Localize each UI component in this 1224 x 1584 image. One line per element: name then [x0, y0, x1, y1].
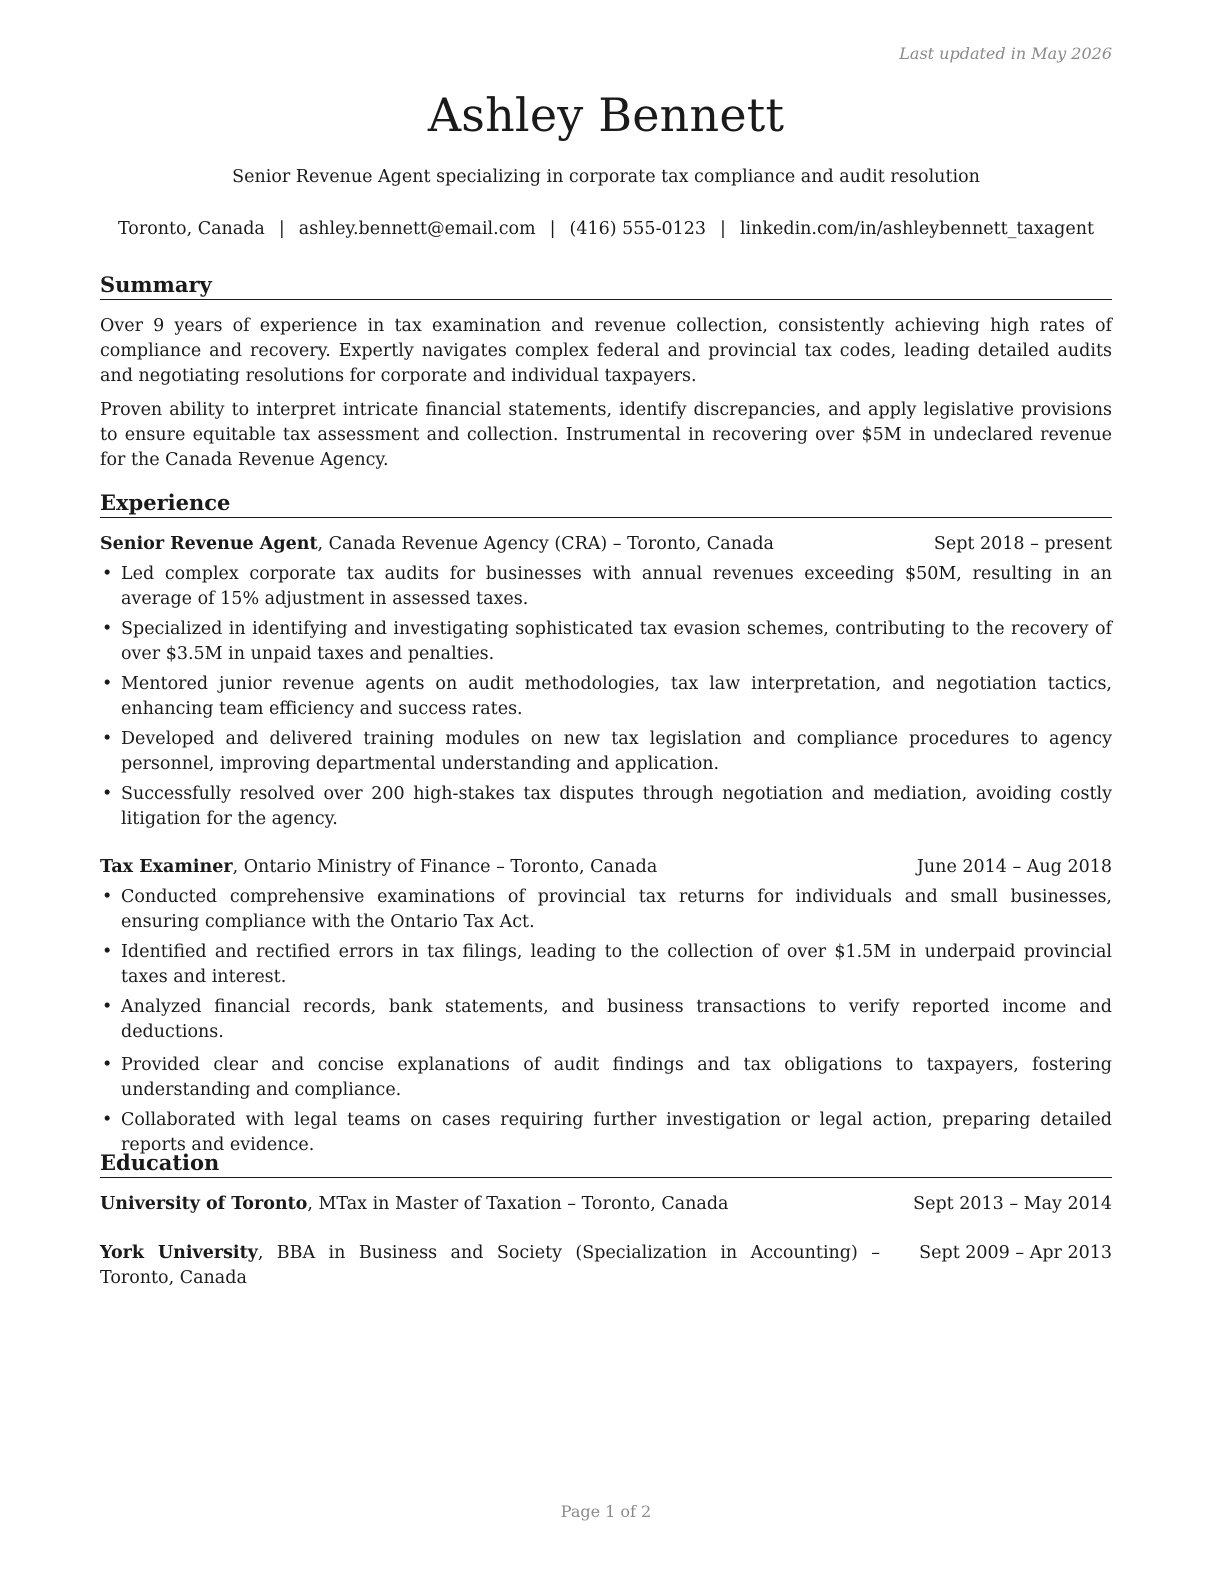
job-dates: Sept 2018 – present [933, 534, 1112, 554]
job-bullet: • Successfully resolved over 200 high-stakes tax disputes through negotiation and mediation, avoiding costly litigation for the agency. [100, 782, 1112, 832]
job-bullet-list [100, 562, 1112, 837]
candidate-name: Ashley Bennett [427, 88, 785, 142]
education-entry [100, 1241, 1112, 1291]
education-school: University of Toronto [100, 1194, 308, 1214]
contact-location: Toronto, Canada [117, 219, 265, 239]
job-bullet: • Provided clear and concise explanations of audit findings and tax obligations to taxpayers, fostering understanding and compliance. [100, 1053, 1112, 1103]
page-indicator: Page 1 of 2 [560, 1502, 652, 1521]
education-dates: Sept 2009 – Apr 2013 [919, 1243, 1112, 1263]
job-dates: June 2014 – Aug 2018 [916, 857, 1112, 877]
resume-page [100, 0, 1112, 1584]
contact-email[interactable]: ashley.bennett@email.com [298, 219, 536, 239]
contact-phone: (416) 555-0123 [569, 219, 707, 239]
job-bullet: • Conducted comprehensive examinations of provincial tax returns for individuals and small businesses, ensuring compliance with the Ontario Tax Act. [100, 885, 1112, 935]
job-bullet: • Collaborated with legal teams on cases requiring further investigation or legal action, preparing detailed reports and evidence. [100, 1108, 1112, 1158]
education-degree: , MTax in Master of Taxation – Toronto, Canada [307, 1194, 729, 1214]
job-header [100, 855, 1112, 880]
job-role: Tax Examiner [100, 857, 233, 877]
education-heading: Education [100, 1150, 1112, 1178]
job-header [100, 532, 1112, 557]
job-bullet: • Analyzed financial records, bank statements, and business transactions to verify reported income and deductions. [100, 995, 1112, 1045]
job-organization: , Canada Revenue Agency (CRA) – Toronto, Canada [317, 534, 774, 554]
education-title-line [100, 1192, 880, 1217]
contact-line [70, 219, 1142, 239]
education-degree: , BBA in Business and Society (Specialization in Accounting) – Toronto, Canada [100, 1243, 880, 1288]
contact-separator: | [278, 219, 285, 239]
summary-paragraph: Proven ability to interpret intricate financial statements, identify discrepancies, and apply legislative provisions to ensure equitable tax assessment and collection. Instrumental in recovering over $5M in undeclared revenue for the Canada Revenue Agency. [100, 400, 1112, 470]
last-updated-note: Last updated in May 2026 [899, 44, 1112, 63]
job-bullet: • Identified and rectified errors in tax filings, leading to the collection of over $1.5M in underpaid provincial taxes and interest. [100, 940, 1112, 990]
contact-separator: | [549, 219, 556, 239]
job-title-line [100, 532, 774, 557]
job-organization: , Ontario Ministry of Finance – Toronto, Canada [232, 857, 658, 877]
job-title-line [100, 855, 657, 880]
contact-linkedin[interactable]: linkedin.com/in/ashleybennett_taxagent [739, 219, 1095, 239]
job-bullet: • Mentored junior revenue agents on audit methodologies, tax law interpretation, and negotiation tactics, enhancing team efficiency and success rates. [100, 672, 1112, 722]
education-title-line [100, 1241, 880, 1291]
job-bullet: • Led complex corporate tax audits for businesses with annual revenues exceeding $50M, resulting in an average of 15% adjustment in assessed taxes. [100, 562, 1112, 612]
job-bullet: • Developed and delivered training modules on new tax legislation and compliance procedures to agency personnel, improving departmental understanding and application. [100, 727, 1112, 777]
job-bullet: • Specialized in identifying and investigating sophisticated tax evasion schemes, contributing to the recovery of over $3.5M in unpaid taxes and penalties. [100, 617, 1112, 667]
summary-heading: Summary [100, 272, 1112, 300]
education-dates: Sept 2013 – May 2014 [913, 1194, 1112, 1214]
job-bullet-list [100, 885, 1112, 1163]
education-school: York University [100, 1243, 258, 1263]
education-entry [100, 1192, 1112, 1217]
tagline: Senior Revenue Agent specializing in corporate tax compliance and audit resolution [232, 167, 980, 187]
contact-separator: | [720, 219, 726, 239]
job-role: Senior Revenue Agent [100, 534, 318, 554]
experience-heading: Experience [100, 490, 1112, 518]
summary-paragraph: Over 9 years of experience in tax examination and revenue collection, consistently achieving high rates of compliance and recovery. Expertly navigates complex federal and provincial tax codes, leading detailed audits and negotiating resolutions for corporate and individual taxpayers. [100, 316, 1112, 386]
